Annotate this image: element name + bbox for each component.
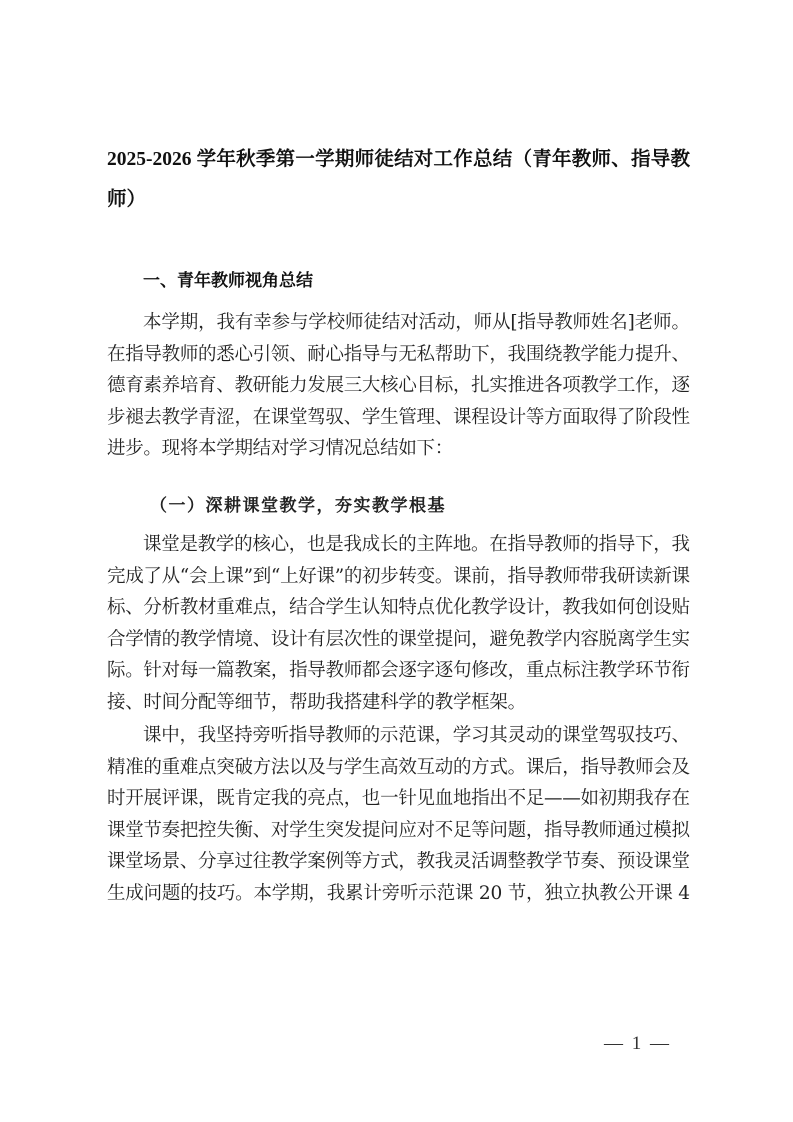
paragraph-2-line: 标、分析教材重难点，结合学生认知特点优化教学设计，教我如何创设贴 — [107, 597, 690, 618]
paragraph-1-line: 在指导教师的悉心引领、耐心指导与无私帮助下，我围绕教学能力提升、 — [107, 344, 690, 365]
paragraph-1-line: 进步。现将本学期结对学习情况总结如下： — [107, 438, 453, 459]
document-title-line-2: 师） — [107, 189, 147, 210]
paragraph-3-line: 生成问题的技巧。本学期，我累计旁听示范课 20 节，独立执教公开课 4 — [107, 883, 690, 904]
paragraph-3-line: 精准的重难点突破方法以及与学生高效互动的方式。课后，指导教师会及 — [107, 757, 690, 778]
section-heading: 一、青年教师视角总结 — [143, 271, 313, 291]
paragraph-1-line: 步褪去教学青涩，在课堂驾驭、学生管理、课程设计等方面取得了阶段性 — [107, 407, 690, 428]
paragraph-1-line: 本学期，我有幸参与学校师徒结对活动，师从[指导教师姓名]老师。 — [143, 312, 690, 333]
paragraph-2-line: 课堂是教学的核心，也是我成长的主阵地。在指导教师的指导下，我 — [143, 534, 690, 555]
paragraph-3-line: 课堂场景、分享过往教学案例等方式，教我灵活调整教学节奏、预设课堂 — [107, 851, 690, 872]
subsection-heading: （一）深耕课堂教学，夯实教学根基 — [150, 496, 446, 516]
document-title-line-1: 2025-2026 学年秋季第一学期师徒结对工作总结（青年教师、指导教 — [107, 149, 690, 170]
paragraph-2-line: 际。针对每一篇教案，指导教师都会逐字逐句修改，重点标注教学环节衔 — [107, 660, 690, 681]
paragraph-2-line: 完成了从“会上课”到“上好课”的初步转变。课前，指导教师带我研读新课 — [107, 566, 690, 587]
paragraph-2-line: 接、时间分配等细节，帮助我搭建科学的教学框架。 — [107, 692, 526, 713]
paragraph-3-line: 课中，我坚持旁听指导教师的示范课，学习其灵动的课堂驾驭技巧、 — [143, 725, 690, 746]
paragraph-3-line: 时开展评课，既肯定我的亮点，也一针见血地指出不足——如初期我存在 — [107, 788, 690, 809]
paragraph-1-line: 德育素养培育、教研能力发展三大核心目标，扎实推进各项教学工作，逐 — [107, 375, 690, 396]
page-number: — 1 — — [604, 1033, 671, 1054]
paragraph-2-line: 合学情的教学情境、设计有层次性的课堂提问，避免教学内容脱离学生实 — [107, 629, 690, 650]
paragraph-3-line: 课堂节奏把控失衡、对学生突发提问应对不足等问题，指导教师通过模拟 — [107, 820, 690, 841]
